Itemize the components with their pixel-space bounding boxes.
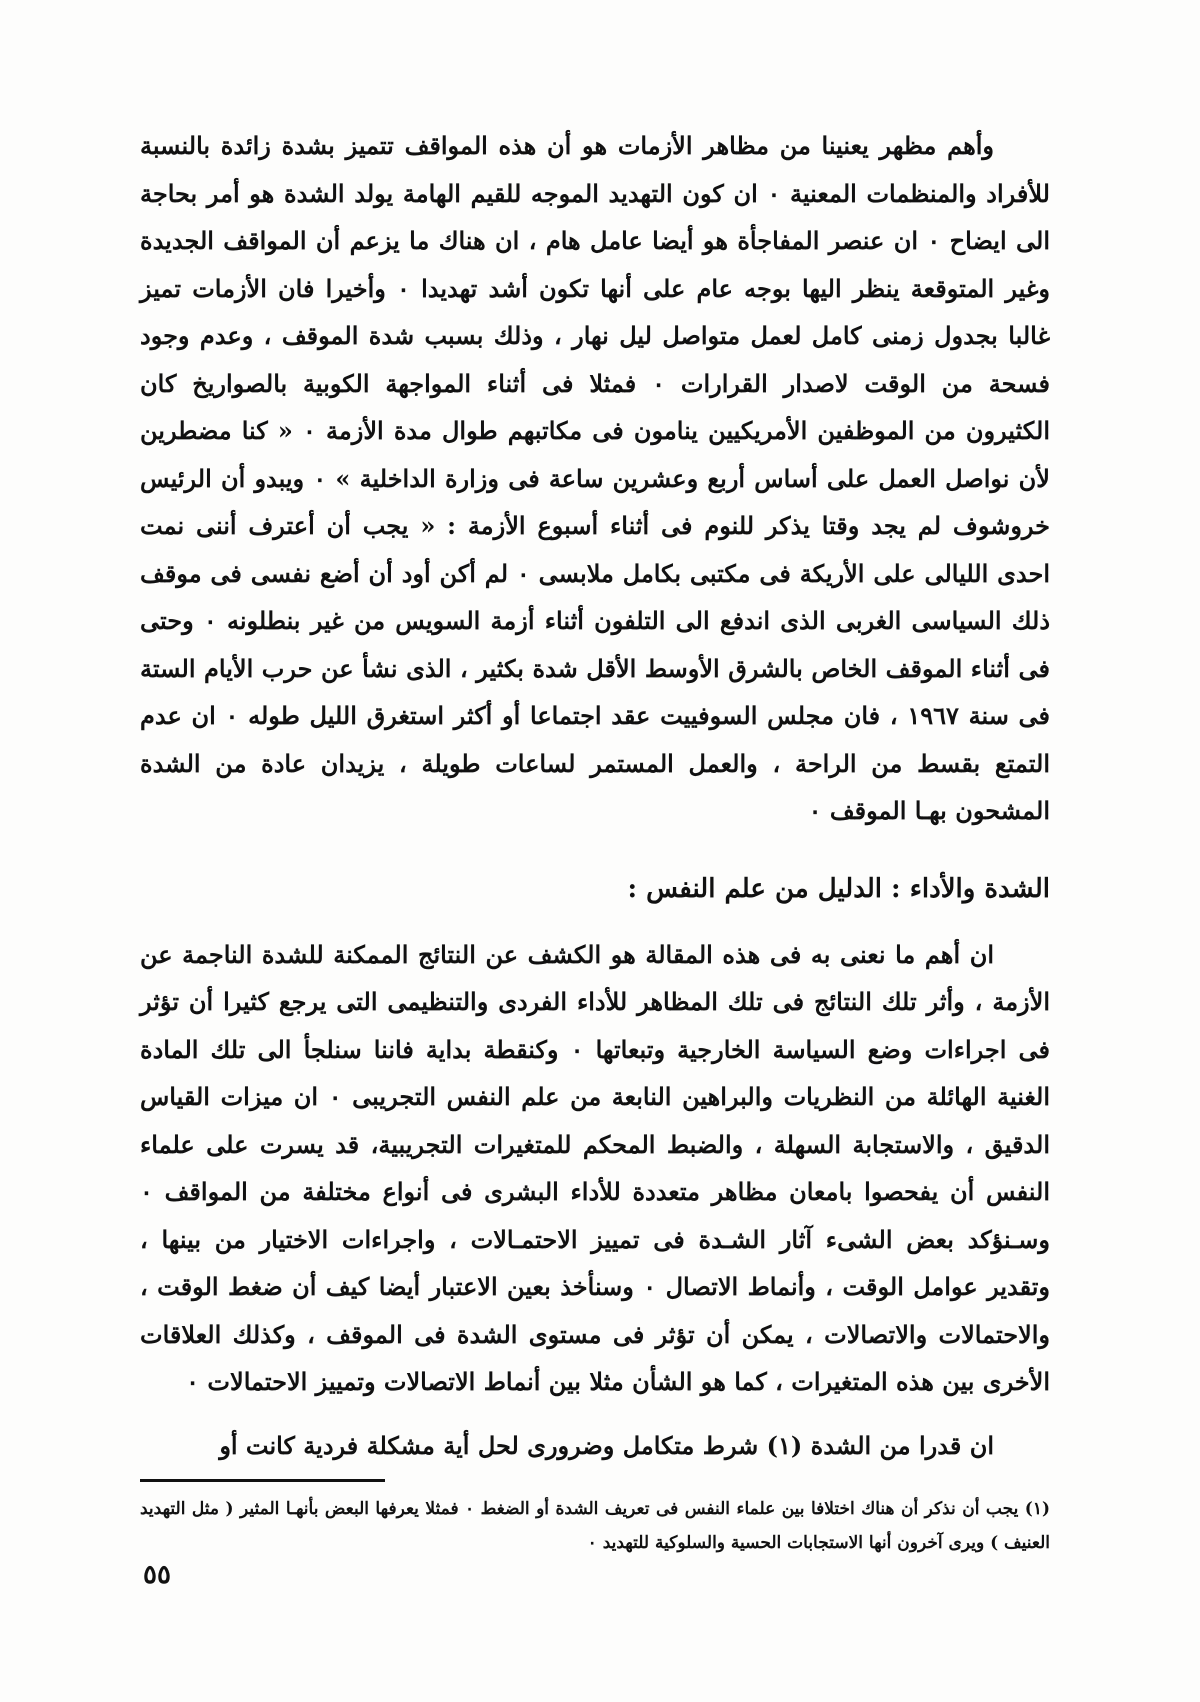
paragraph-psychology-evidence: ان أهم ما نعنى به فى هذه المقالة هو الكشف عن النتائج الممكنة للشدة الناجمة عن الأزمة ، وأثر تلك النتائج فى تلك المظاهر للأداء الفردى والتنظيمى التى يرجع كثيرا أن تؤثر فى اجراءات وضع السياسة الخارجية وتبعاتها ٠ وكنقطة بداية فاننا سنلجأ الى تلك المادة الغنية الهائلة من النظريات والبراهين النابعة من علم النفس التجريبى ٠ ان ميزات القياس الدقيق ، والاستجابة السهلة ، والضبط المحكم للمتغيرات التجريبية، قد يسرت على علماء النفس أن يفحصوا بامعان مظاهر متعددة للأداء البشرى فى أنواع مختلفة من المواقف ٠ وسـنؤكد بعض الشىء آثار الشـدة فى تمييز الاحتمـالات ، واجراءات الاختيار من بينها ، وتقدير عوامل الوقت ، وأنماط الاتصال ٠ وسنأخذ بعين الاعتبار أيضا كيف أن ضغط الوقت ، والاحتمالات والاتصالات ، يمكن أن تؤثر فى مستوى الشدة فى الموقف ، وكذلك العلاقات الأخرى بين هذه المتغيرات ، كما هو الشأن مثلا بين أنماط الاتصالات وتمييز الاحتمالات ٠: [140, 939, 1051, 1396]
footnote: (١) يجب أن نذكر أن هناك اختلافا بين علماء النفس فى تعريف الشدة أو الضغط ٠ فمثلا يعرفها البعض بأنهـا المثير ( مثل التهديد العنيف ) ويرى آخرون أنها الاستجابات الحسية والسلوكية للتهديد ٠: [140, 1499, 1050, 1553]
page-number: ٥٥: [143, 1560, 171, 1590]
footnote-separator: [140, 1479, 385, 1482]
footnote-separator-wrap: [140, 1479, 1050, 1482]
paragraph-crisis-stress: وأهم مظهر يعنينا من مظاهر الأزمات هو أن هذه المواقف تتميز بشدة زائدة بالنسبة للأفراد والمنظمات المعنية ٠ ان كون التهديد الموجه للقيم الهامة يولد الشدة هو أمر بحاجة الى ايضاح ٠ ان عنصر المفاجأة هو أيضا عامل هام ، ان هناك ما يزعم أن المواقف الجديدة وغير المتوقعة ينظر اليها بوجه عام على أنها تكون أشد تهديدا ٠ وأخيرا فان الأزمات تميز غالبا بجدول زمنى كامل لعمل متواصل ليل نهار ، وذلك بسبب شدة الموقف ، وعدم وجود فسحة من الوقت لاصدار القرارات ٠ فمثلا فى أثناء المواجهة الكوبية بالصواريخ كان الكثيرون من الموظفين الأمريكيين ينامون فى مكاتبهم طوال مدة الأزمة ٠ « كنا مضطرين لأن نواصل العمل على أساس أربع وعشرين ساعة فى وزارة الداخلية » ٠ ويبدو أن الرئيس خروشوف لم يجد وقتا يذكر للنوم فى أثناء أسبوع الأزمة : « يجب أن أعترف أننى نمت احدى الليالى على الأريكة فى مكتبى بكامل ملابسى ٠ لم أكن أود أن أضع نفسى فى موقف ذلك السياسى الغربى الذى اندفع الى التلفون أثناء أزمة السويس من غير بنطلونه ٠ وحتى فى أثناء الموقف الخاص بالشرق الأوسط الأقل شدة بكثير ، الذى نشأ عن حرب الأيام الستة فى سنة ١٩٦٧ ، فان مجلس السوفييت عقد اجتماعا أو أكثر استغرق الليل طوله ٠ ان عدم التمتع بقسط من الراحة ، والعمل المستمر لساعات طويلة ، يزيدان عادة من الشدة المشحون بهـا الموقف ٠: [140, 131, 1051, 825]
paragraph-stress-condition: ان قدرا من الشدة (١) شرط متكامل وضرورى لحل أية مشكلة فردية كانت أو: [219, 1430, 994, 1460]
section-heading: الشدة والأداء : الدليل من علم النفس :: [627, 873, 1050, 904]
